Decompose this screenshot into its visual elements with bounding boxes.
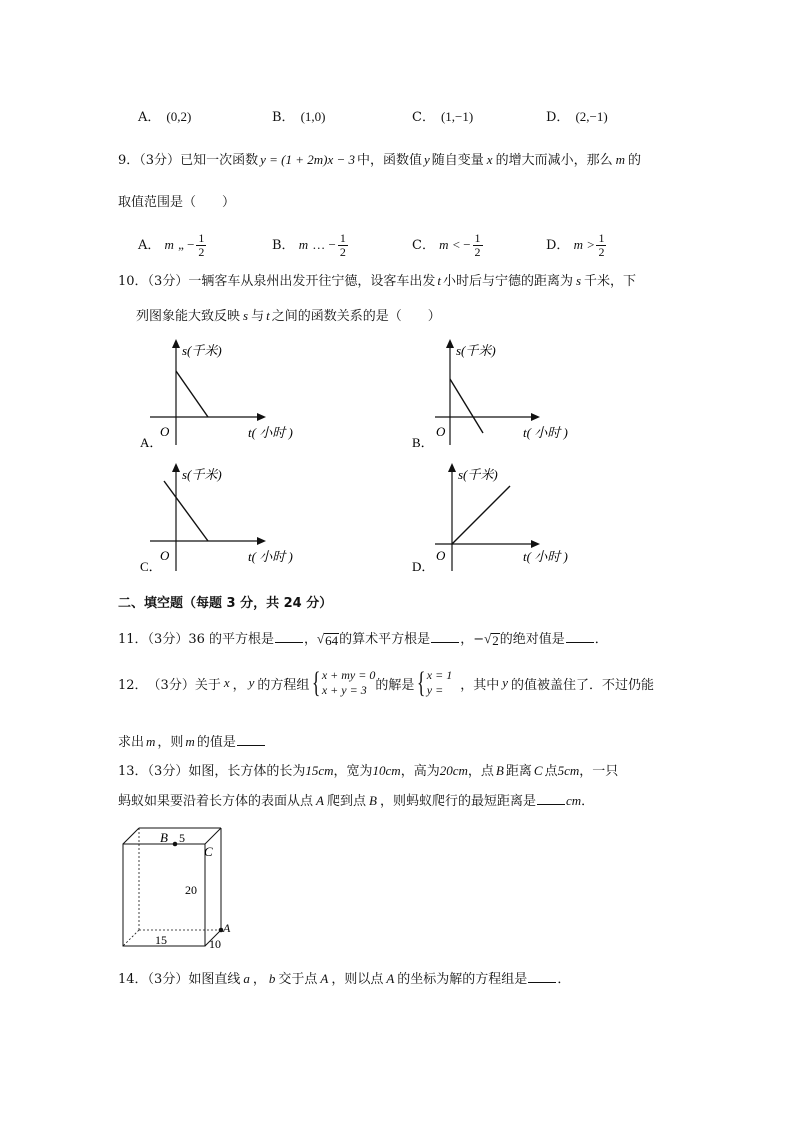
label-c: C xyxy=(204,844,213,859)
graph-c xyxy=(140,463,293,574)
graph-b xyxy=(412,339,568,450)
q8-options xyxy=(138,106,658,126)
q9-options xyxy=(138,226,658,260)
q12-stem-line1: 12． （3分） 关于 x ， y 的方程组 { x + my = 0 x + y = 3 的解是 { x = 1 y = ，其中 y 的值被盖住了．不过仍能 xyxy=(118,666,655,699)
q13-stem-line1: 13．（3分）如图，长方体的长为15cm，宽为10cm，高为20cm，点 B 距离 C 点5cm，一只 xyxy=(118,763,619,779)
q12-solution: { x = 1 y = xyxy=(417,666,453,699)
q9-stem-line2: 取值范围是（ ） xyxy=(118,195,236,210)
q8-option-c: C． (1,−1) xyxy=(412,109,474,125)
label-ten: 10 xyxy=(209,937,221,951)
graph-b-letter: B． xyxy=(412,435,434,450)
q8-option-d: D． (2,−1) xyxy=(546,109,608,125)
q8-option-b: B． (1,0) xyxy=(272,109,326,125)
section-title: 二、填空题（每题 3 分，共 24 分） xyxy=(118,596,333,611)
graph-a-xlabel: t( 小时 ) xyxy=(248,425,293,440)
graph-a-origin: O xyxy=(160,424,170,439)
q8-option-a: A． (0,2) xyxy=(138,109,192,125)
q13-stem-line2: 蚂蚁如果要沿着长方体的表面从点 A 爬到点 B ，则蚂蚁爬行的最短距离是 cm． xyxy=(118,793,595,809)
q14-stem: 14．（3分）如图直线 a ， b 交于点 A ，则以点 A 的坐标为解的方程组是 ． xyxy=(118,971,571,987)
q10-graphs xyxy=(130,335,590,585)
label-five: 5 xyxy=(179,831,185,845)
graph-c-letter: C． xyxy=(140,559,162,574)
graph-c-ylabel: s(千米) xyxy=(182,467,222,482)
graph-d-xlabel: t( 小时 ) xyxy=(523,549,568,564)
q10-stem-line2: 列图象能大致反映 s 与 t 之间的函数关系的是（ ） xyxy=(136,308,441,324)
graph-b-origin: O xyxy=(436,424,446,439)
q13-cuboid-figure xyxy=(115,820,245,955)
graph-d-origin: O xyxy=(436,548,446,563)
graph-a-letter: A． xyxy=(140,435,163,450)
graph-a-ylabel: s(千米) xyxy=(182,343,222,358)
graph-b-ylabel: s(千米) xyxy=(456,343,496,358)
label-fifteen: 15 xyxy=(155,933,167,947)
label-twenty: 20 xyxy=(185,883,197,897)
graph-c-xlabel: t( 小时 ) xyxy=(248,549,293,564)
graph-c-origin: O xyxy=(160,548,170,563)
q9-stem-line1: 9．（3分）已知一次函数 y = (1 + 2m)x − 3 中，函数值 y 随自变量 x 的增大而减小，那么 m 的 xyxy=(118,152,641,168)
point-b-dot xyxy=(173,842,178,847)
graph-a xyxy=(140,339,293,450)
q12-stem-line2: 求出 m ，则 m 的值是 xyxy=(118,731,266,750)
q9-option-d: D． m > $\frac{1}{2}$ xyxy=(546,231,605,259)
graph-d-ylabel: s(千米) xyxy=(458,467,498,482)
label-a: A xyxy=(223,921,231,935)
graph-d-letter: D． xyxy=(412,559,435,574)
q10-stem-line1: 10．（3分）一辆客车从泉州出发开往宁德，设客车出发 t 小时后与宁德的距离为 s 千米，下 xyxy=(118,273,637,289)
q9-option-b: B． m … − $\frac{1}{2}$ xyxy=(272,231,346,259)
label-b: B xyxy=(160,830,168,845)
q11-stem: 11．（3分）36 的平方根是 ， √ 64 的算术平方根是 ，− √ 2 的绝对值是 ． xyxy=(118,631,608,648)
q9-option-c: C． m < − $\frac{1}{2}$ xyxy=(412,231,481,259)
graph-b-xlabel: t( 小时 ) xyxy=(523,425,568,440)
graph-d xyxy=(412,463,568,574)
q9-option-a: A． m „ − $\frac{1}{2}$ xyxy=(138,231,205,259)
q12-system: { x + my = 0 x + y = 3 xyxy=(312,666,376,699)
